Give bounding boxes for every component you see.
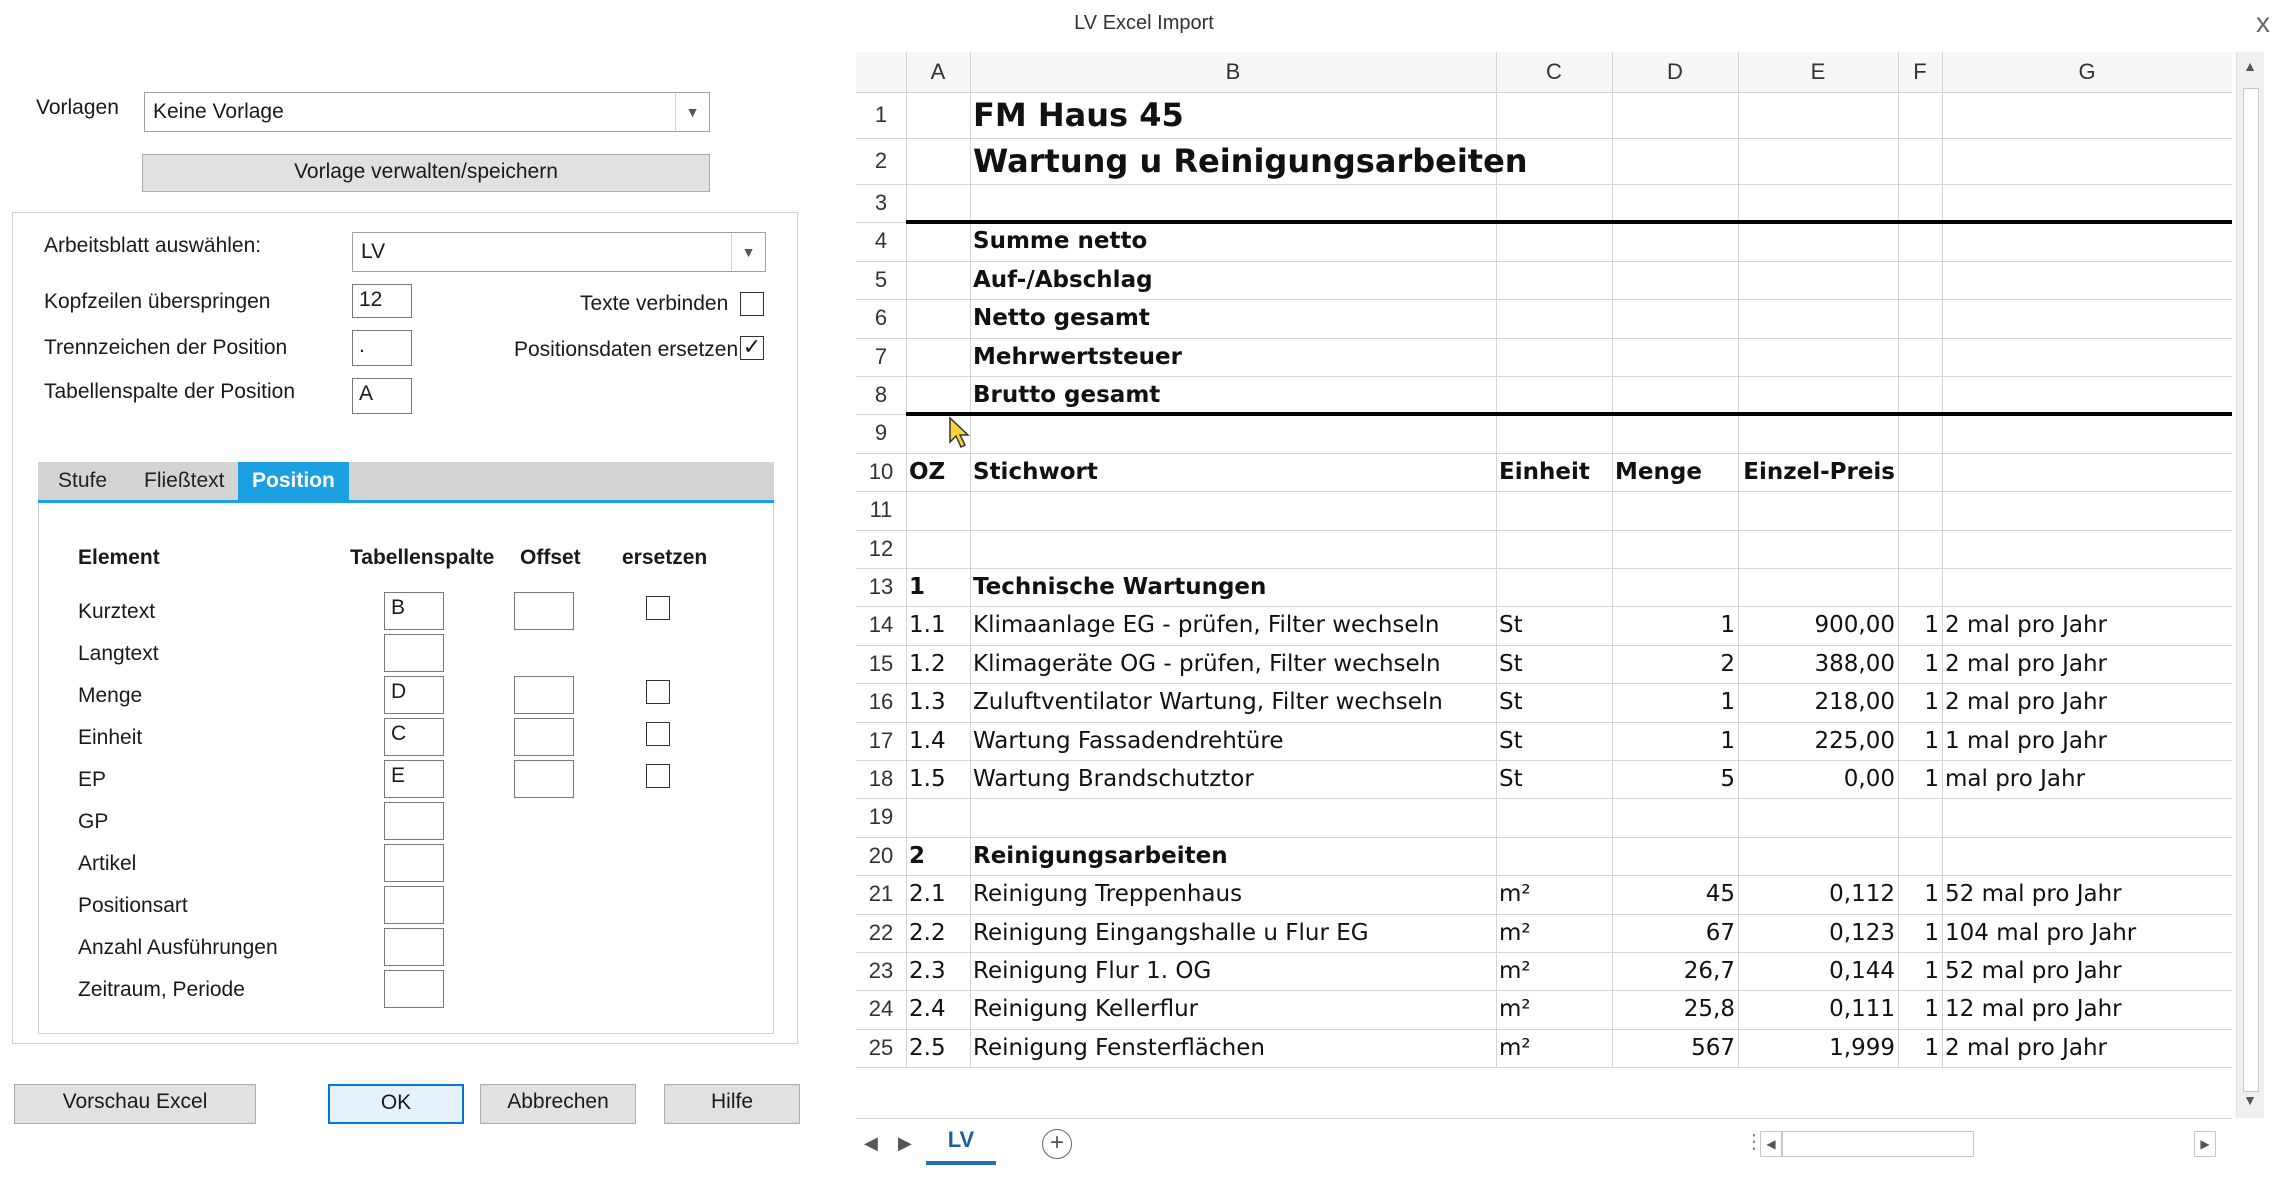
hilfe-button[interactable]: Hilfe — [664, 1084, 800, 1124]
column-header[interactable]: A — [930, 59, 946, 84]
row-header[interactable]: 20 — [868, 842, 894, 868]
row-header[interactable]: 6 — [874, 305, 888, 331]
cell-d21[interactable]: 45 — [1705, 881, 1735, 908]
mapping-element-label: Kurztext — [78, 600, 156, 623]
vertical-scrollbar[interactable] — [2236, 52, 2264, 1118]
cell-a16[interactable]: 1.3 — [909, 689, 946, 716]
mapping-column-input[interactable] — [384, 928, 444, 966]
prev-sheet-icon[interactable]: ◀ — [864, 1133, 878, 1153]
cell-b5[interactable]: Auf-/Abschlag — [973, 266, 1153, 293]
mapping-column-input[interactable] — [384, 886, 444, 924]
mapping-column-input[interactable] — [384, 802, 444, 840]
vorlagen-label: Vorlagen — [36, 96, 119, 119]
cell-e21[interactable]: 0,112 — [1829, 881, 1895, 908]
grid-line — [856, 798, 2232, 799]
mapping-element-label: Zeitraum, Periode — [78, 978, 245, 1001]
cell-g16[interactable]: 2 mal pro Jahr — [1945, 689, 2107, 716]
close-icon[interactable]: x — [2256, 7, 2270, 38]
next-sheet-icon[interactable]: ▶ — [898, 1133, 912, 1153]
cell-d18[interactable]: 5 — [1720, 766, 1735, 792]
mapping-ersetzen-checkbox[interactable] — [646, 680, 670, 704]
cell-d15[interactable]: 2 — [1720, 650, 1735, 677]
cell-b24[interactable]: Reinigung Kellerflur — [973, 996, 1199, 1023]
mapping-column-input[interactable] — [384, 634, 444, 672]
kopfzeilen-input[interactable]: 12 — [352, 284, 412, 318]
sheet-tab-bar — [856, 1118, 2232, 1178]
row-header[interactable]: 1 — [874, 102, 888, 127]
cell-b2[interactable]: Wartung u Reinigungsarbeiten — [973, 142, 1528, 180]
cell-c15[interactable]: St — [1499, 650, 1523, 677]
grid-line — [856, 491, 2232, 492]
cell-b20[interactable]: Reinigungsarbeiten — [973, 842, 1228, 869]
cell-e15[interactable]: 388,00 — [1814, 650, 1895, 677]
row-header[interactable]: 13 — [868, 574, 894, 599]
cell-b22[interactable]: Reinigung Eingangshalle u Flur EG — [973, 919, 1369, 946]
scroll-left-icon[interactable]: ◀ — [1760, 1131, 1782, 1157]
column-header[interactable]: E — [1810, 59, 1826, 84]
cell-a23[interactable]: 2.3 — [909, 958, 946, 984]
mapping-element-label: Einheit — [78, 726, 143, 749]
cell-b25[interactable]: Reinigung Fensterflächen — [973, 1034, 1265, 1061]
grid-line — [856, 1067, 2232, 1068]
tabellenspalte-input[interactable]: A — [352, 378, 412, 414]
vorschau-excel-button[interactable]: Vorschau Excel — [14, 1084, 256, 1124]
cell-e14[interactable]: 900,00 — [1814, 612, 1895, 639]
row-header[interactable]: 8 — [874, 382, 888, 407]
cell-a10[interactable]: OZ — [909, 458, 946, 485]
mapping-column-input[interactable]: D — [384, 676, 444, 714]
row-header[interactable]: 3 — [874, 190, 888, 215]
element-header: Element — [78, 546, 160, 569]
row-header[interactable]: 10 — [868, 458, 894, 484]
cell-b16[interactable]: Zuluftventilator Wartung, Filter wechseln — [973, 689, 1443, 716]
column-header[interactable]: C — [1546, 59, 1562, 84]
cell-g23[interactable]: 52 mal pro Jahr — [1945, 958, 2122, 984]
tab-underline — [38, 500, 774, 503]
check-icon: ✓ — [742, 334, 762, 359]
add-sheet-icon[interactable]: + — [1042, 1129, 1072, 1159]
mapping-element-label: EP — [78, 768, 107, 791]
cell-d25[interactable]: 567 — [1691, 1034, 1735, 1061]
ersetzen-header: ersetzen — [622, 546, 708, 569]
row-header[interactable]: 21 — [868, 881, 894, 907]
cell-b10[interactable]: Stichwort — [973, 458, 1098, 485]
row-header[interactable]: 22 — [868, 919, 894, 945]
cell-d10[interactable]: Menge — [1615, 458, 1702, 485]
grid-line — [856, 184, 2232, 185]
row-header[interactable]: 7 — [874, 343, 888, 369]
row-header[interactable]: 5 — [874, 266, 888, 292]
row-header[interactable]: 15 — [868, 650, 894, 676]
row-header[interactable]: 16 — [868, 689, 894, 715]
cell-e22[interactable]: 0,123 — [1829, 919, 1895, 946]
mapping-column-input[interactable] — [384, 970, 444, 1008]
abbrechen-button[interactable]: Abbrechen — [480, 1084, 636, 1124]
mapping-column-input[interactable] — [384, 844, 444, 882]
cell-c18[interactable]: St — [1499, 766, 1523, 792]
cell-g14[interactable]: 2 mal pro Jahr — [1945, 612, 2107, 639]
cell-e24[interactable]: 0,111 — [1829, 996, 1895, 1023]
chevron-down-icon[interactable]: ▼ — [731, 233, 765, 271]
cell-f22[interactable]: 1 — [1924, 919, 1939, 946]
cell-d14[interactable]: 1 — [1720, 612, 1735, 639]
cell-c14[interactable]: St — [1499, 612, 1523, 639]
cell-b18[interactable]: Wartung Brandschutztor — [973, 766, 1254, 792]
cell-c24[interactable]: m² — [1499, 996, 1531, 1023]
vorlagen-value: Keine Vorlage — [153, 100, 284, 123]
cell-a14[interactable]: 1.1 — [909, 612, 946, 639]
arbeitsblatt-value: LV — [361, 240, 386, 263]
scroll-down-icon[interactable]: ▼ — [2243, 1092, 2257, 1108]
spreadsheet-grid[interactable] — [856, 52, 2232, 1076]
cell-g21[interactable]: 52 mal pro Jahr — [1945, 881, 2122, 908]
grid-line — [1942, 52, 1943, 1067]
cell-g18[interactable]: mal pro Jahr — [1945, 766, 2086, 792]
mapping-offset-input[interactable] — [514, 718, 574, 756]
cell-f15[interactable]: 1 — [1924, 650, 1939, 677]
grid-line — [1898, 52, 1899, 1067]
cell-b13[interactable]: Technische Wartungen — [973, 574, 1267, 600]
cell-d23[interactable]: 26,7 — [1683, 958, 1735, 984]
cell-g24[interactable]: 12 mal pro Jahr — [1945, 996, 2122, 1023]
tabellenspalte-header: Tabellenspalte — [350, 546, 495, 569]
tab-fliesstext[interactable]: Fließtext — [144, 469, 225, 492]
mapping-element-label: Anzahl Ausführungen — [78, 936, 278, 959]
cell-b14[interactable]: Klimaanlage EG - prüfen, Filter wechseln — [973, 612, 1440, 639]
row-header[interactable]: 11 — [869, 497, 893, 523]
column-header[interactable]: D — [1667, 59, 1683, 84]
row-header[interactable]: 19 — [868, 804, 894, 830]
trennzeichen-label: Trennzeichen der Position — [44, 336, 288, 359]
mapping-element-label: Langtext — [78, 642, 159, 665]
column-header[interactable]: G — [2078, 59, 2096, 84]
mouse-cursor-icon — [948, 416, 974, 450]
scroll-up-icon[interactable]: ▲ — [2243, 58, 2257, 74]
grid-line — [970, 52, 971, 1067]
positionsdaten-label: Positionsdaten ersetzen — [514, 338, 739, 361]
mapping-element-label: Menge — [78, 684, 143, 707]
vorlage-verwalten-button[interactable]: Vorlage verwalten/speichern — [142, 154, 710, 192]
cell-a21[interactable]: 2.1 — [909, 881, 946, 908]
splitter-handle-icon[interactable]: ⋮ — [1744, 1131, 1764, 1153]
cell-b8[interactable]: Brutto gesamt — [973, 382, 1161, 408]
cell-f24[interactable]: 1 — [1924, 996, 1939, 1023]
texte-verbinden-checkbox[interactable] — [740, 292, 764, 316]
positionsdaten-checkbox[interactable] — [740, 336, 764, 360]
horizontal-scroll-thumb[interactable] — [1782, 1131, 1974, 1157]
mapping-element-label: Artikel — [78, 852, 137, 875]
cell-c16[interactable]: St — [1499, 689, 1523, 716]
mapping-column-input[interactable]: E — [384, 760, 444, 798]
row-header[interactable]: 18 — [868, 766, 894, 791]
mapping-offset-input[interactable] — [514, 592, 574, 630]
trennzeichen-input[interactable]: . — [352, 330, 412, 366]
scroll-right-icon[interactable]: ▶ — [2194, 1131, 2216, 1157]
row-header[interactable]: 12 — [868, 535, 894, 561]
window-title: LV Excel Import — [1074, 12, 1214, 34]
row-header[interactable]: 23 — [868, 958, 894, 983]
cell-c21[interactable]: m² — [1499, 881, 1531, 908]
cell-a15[interactable]: 1.2 — [909, 650, 946, 677]
row-header[interactable]: 2 — [874, 148, 888, 173]
cell-f25[interactable]: 1 — [1924, 1034, 1939, 1061]
cell-e23[interactable]: 0,144 — [1829, 958, 1895, 984]
cell-e25[interactable]: 1,999 — [1829, 1034, 1895, 1061]
row-header[interactable]: 17 — [868, 727, 894, 753]
cell-b17[interactable]: Wartung Fassadendrehtüre — [973, 727, 1284, 754]
cell-a24[interactable]: 2.4 — [909, 996, 946, 1023]
cell-b15[interactable]: Klimageräte OG - prüfen, Filter wechseln — [973, 650, 1441, 677]
cell-a13[interactable]: 1 — [909, 574, 926, 600]
cell-d17[interactable]: 1 — [1720, 727, 1735, 754]
cell-a22[interactable]: 2.2 — [909, 919, 946, 946]
mapping-element-label: GP — [78, 810, 109, 833]
cell-b4[interactable]: Summe netto — [973, 228, 1148, 255]
arbeitsblatt-label: Arbeitsblatt auswählen: — [44, 234, 262, 257]
row-header[interactable]: 25 — [868, 1034, 894, 1060]
cell-c23[interactable]: m² — [1499, 958, 1531, 984]
row-header[interactable]: 14 — [868, 612, 894, 638]
cell-f21[interactable]: 1 — [1924, 881, 1939, 908]
vorlagen-select[interactable] — [144, 92, 710, 132]
cell-a18[interactable]: 1.5 — [909, 766, 946, 792]
cell-e10[interactable]: Einzel-Preis — [1743, 458, 1895, 485]
thick-border — [906, 412, 2232, 416]
cell-c25[interactable]: m² — [1499, 1034, 1531, 1061]
cell-b1[interactable]: FM Haus 45 — [973, 96, 1184, 134]
mapping-column-input[interactable]: C — [384, 718, 444, 756]
cell-a25[interactable]: 2.5 — [909, 1034, 946, 1061]
mapping-ersetzen-checkbox[interactable] — [646, 722, 670, 746]
cell-d24[interactable]: 25,8 — [1683, 996, 1735, 1023]
cell-f17[interactable]: 1 — [1924, 727, 1939, 754]
mapping-ersetzen-checkbox[interactable] — [646, 764, 670, 788]
cell-f16[interactable]: 1 — [1924, 689, 1939, 716]
cell-c22[interactable]: m² — [1499, 919, 1531, 946]
kopfzeilen-label: Kopfzeilen überspringen — [44, 290, 271, 313]
mapping-ersetzen-checkbox[interactable] — [646, 596, 670, 620]
cell-a20[interactable]: 2 — [909, 842, 926, 869]
cell-g15[interactable]: 2 mal pro Jahr — [1945, 650, 2107, 677]
cell-b23[interactable]: Reinigung Flur 1. OG — [973, 958, 1212, 984]
cell-e17[interactable]: 225,00 — [1814, 727, 1895, 754]
sheet-tab-lv[interactable]: LV — [926, 1119, 996, 1165]
mapping-offset-input[interactable] — [514, 760, 574, 798]
mapping-column-input[interactable]: B — [384, 592, 444, 630]
row-header[interactable]: 4 — [874, 228, 888, 254]
arbeitsblatt-select[interactable] — [352, 232, 766, 272]
cell-d22[interactable]: 67 — [1705, 919, 1735, 946]
cell-f18[interactable]: 1 — [1924, 766, 1939, 792]
tabellenspalte-label: Tabellenspalte der Position — [44, 380, 295, 403]
cell-b21[interactable]: Reinigung Treppenhaus — [973, 881, 1243, 908]
cell-f14[interactable]: 1 — [1924, 612, 1939, 639]
grid-line — [906, 52, 907, 1067]
cell-e16[interactable]: 218,00 — [1814, 689, 1895, 716]
chevron-down-icon[interactable]: ▼ — [675, 93, 709, 131]
mapping-offset-input[interactable] — [514, 676, 574, 714]
offset-header: Offset — [520, 546, 581, 569]
tab-position[interactable]: Position — [238, 462, 349, 500]
scroll-thumb[interactable] — [2243, 88, 2259, 1092]
texte-verbinden-label: Texte verbinden — [580, 292, 729, 315]
column-header[interactable]: F — [1913, 59, 1927, 84]
cell-c17[interactable]: St — [1499, 727, 1523, 754]
mapping-element-label: Positionsart — [78, 894, 188, 917]
cell-c10[interactable]: Einheit — [1499, 458, 1590, 485]
cell-g22[interactable]: 104 mal pro Jahr — [1945, 919, 2137, 946]
cell-f23[interactable]: 1 — [1924, 958, 1939, 984]
cell-b7[interactable]: Mehrwertsteuer — [973, 343, 1182, 370]
grid-line — [856, 530, 2232, 531]
tab-stufe[interactable]: Stufe — [58, 469, 108, 492]
cell-e18[interactable]: 0,00 — [1843, 766, 1895, 792]
ok-button[interactable]: OK — [328, 1084, 464, 1124]
cell-a17[interactable]: 1.4 — [909, 727, 946, 754]
row-header[interactable]: 24 — [868, 996, 894, 1022]
cell-g17[interactable]: 1 mal pro Jahr — [1945, 727, 2107, 754]
thick-border — [906, 220, 2232, 224]
cell-d16[interactable]: 1 — [1720, 689, 1735, 716]
row-header[interactable]: 9 — [874, 420, 888, 446]
column-header[interactable]: B — [1225, 59, 1241, 84]
tab-strip — [38, 462, 774, 500]
cell-b6[interactable]: Netto gesamt — [973, 305, 1150, 332]
cell-g25[interactable]: 2 mal pro Jahr — [1945, 1034, 2107, 1061]
